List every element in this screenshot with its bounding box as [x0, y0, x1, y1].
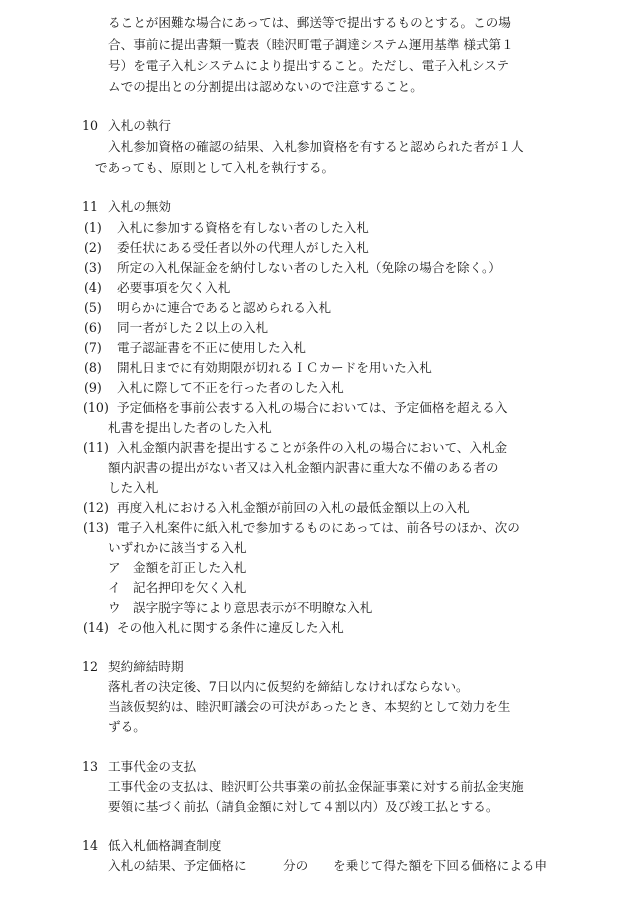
section-10-line-2: であっても、原則として入札を執行する。 — [95, 160, 335, 175]
item-10-text-1: 予定価格を事前公表する入札の場合においては、予定価格を超える入 — [117, 400, 508, 415]
subitem-i-text: 記名押印を欠く入札 — [133, 580, 247, 595]
item-5-text: 明らかに連合であると認められる入札 — [117, 300, 332, 315]
intro-line-4: ムでの提出との分割提出は認めないので注意すること。 — [108, 79, 423, 94]
section-14-line-1a: 入札の結果、予定価格に — [108, 858, 247, 873]
item-3-text: 所定の入札保証金を納付しない者のした入札（免除の場合を除く。） — [117, 260, 501, 275]
section-14-line-1b: 分の — [283, 858, 309, 873]
section-11-heading: 入札の無効 — [108, 199, 171, 214]
subitem-a-number: ア — [108, 560, 121, 575]
item-13-text-2: いずれかに該当する入札 — [108, 540, 247, 555]
item-8-number: (8) — [84, 360, 102, 375]
item-10-text-2: 札書を提出した者のした入札 — [108, 420, 272, 435]
item-11-number: (11) — [83, 440, 109, 455]
section-12-line-3: ずる。 — [108, 719, 146, 734]
section-12-heading: 契約締結時期 — [108, 659, 184, 674]
section-10-line-1: 入札参加資格の確認の結果、入札参加資格を有すると認められた者が１人 — [108, 139, 524, 154]
section-10-number: 10 — [82, 118, 99, 133]
item-13-text-1: 電子入札案件に紙入札で参加するものにあっては、前各号のほか、次の — [117, 520, 520, 535]
item-7-text: 電子認証書を不正に使用した入札 — [117, 340, 306, 355]
item-4-number: (4) — [84, 280, 102, 295]
section-13-line-1: 工事代金の支払は、睦沢町公共事業の前払金保証事業に対する前払金実施 — [108, 779, 524, 794]
section-11-number: 11 — [82, 199, 99, 214]
subitem-a-text: 金額を訂正した入札 — [133, 560, 247, 575]
subitem-u-number: ウ — [108, 600, 121, 615]
item-2-number: (2) — [84, 240, 102, 255]
item-4-text: 必要事項を欠く入札 — [117, 280, 231, 295]
section-14-heading: 低入札価格調査制度 — [108, 838, 222, 853]
item-14-number: (14) — [83, 620, 109, 635]
item-10-number: (10) — [83, 400, 109, 415]
item-12-number: (12) — [83, 500, 109, 515]
item-12-text: 再度入札における入札金額が前回の入札の最低金額以上の入札 — [117, 500, 470, 515]
intro-line-3: 号）を電子入札システムにより提出すること。ただし、電子入札システ — [108, 58, 510, 73]
item-6-number: (6) — [84, 320, 102, 335]
section-13-heading: 工事代金の支払 — [108, 759, 197, 774]
item-11-text-3: した入札 — [108, 480, 159, 495]
item-14-text: その他入札に関する条件に違反した入札 — [117, 620, 344, 635]
item-13-number: (13) — [83, 520, 109, 535]
item-1-text: 入札に参加する資格を有しない者のした入札 — [117, 220, 369, 235]
section-13-line-2: 要領に基づく前払（請負金額に対して４割以内）及び竣工払とする。 — [108, 799, 499, 814]
intro-line-1: ることが困難な場合にあっては、郵送等で提出するものとする。この場 — [108, 15, 511, 30]
item-6-text: 同一者がした２以上の入札 — [117, 320, 269, 335]
section-14-number: 14 — [82, 838, 99, 853]
item-11-text-1: 入札金額内訳書を提出することが条件の入札の場合において、入札金 — [117, 440, 508, 455]
section-13-number: 13 — [82, 759, 99, 774]
section-12-number: 12 — [82, 659, 99, 674]
item-8-text: 開札日までに有効期限が切れるＩＣカードを用いた入札 — [117, 360, 432, 375]
item-9-number: (9) — [84, 380, 102, 395]
item-1-number: (1) — [84, 220, 102, 235]
section-12-line-2: 当該仮契約は、睦沢町議会の可決があったとき、本契約として効力を生 — [108, 699, 511, 714]
subitem-i-number: イ — [108, 580, 121, 595]
item-9-text: 入札に際して不正を行った者のした入札 — [117, 380, 344, 395]
item-11-text-2: 額内訳書の提出がない者又は入札金額内訳書に重大な不備のある者の — [108, 460, 499, 475]
intro-line-2: 合、事前に提出書類一覧表（睦沢町電子調達システム運用基準 様式第１ — [108, 37, 514, 52]
section-10-heading: 入札の執行 — [108, 118, 171, 133]
item-3-number: (3) — [84, 260, 102, 275]
item-2-text: 委任状にある受任者以外の代理人がした入札 — [117, 240, 369, 255]
section-14-line-1c: を乗じて得た額を下回る価格による申 — [333, 858, 548, 873]
item-7-number: (7) — [84, 340, 102, 355]
item-5-number: (5) — [84, 300, 102, 315]
section-12-line-1: 落札者の決定後、7日以内に仮契約を締結しなければならない。 — [108, 679, 469, 694]
subitem-u-text: 誤字脱字等により意思表示が不明瞭な入札 — [133, 600, 373, 615]
